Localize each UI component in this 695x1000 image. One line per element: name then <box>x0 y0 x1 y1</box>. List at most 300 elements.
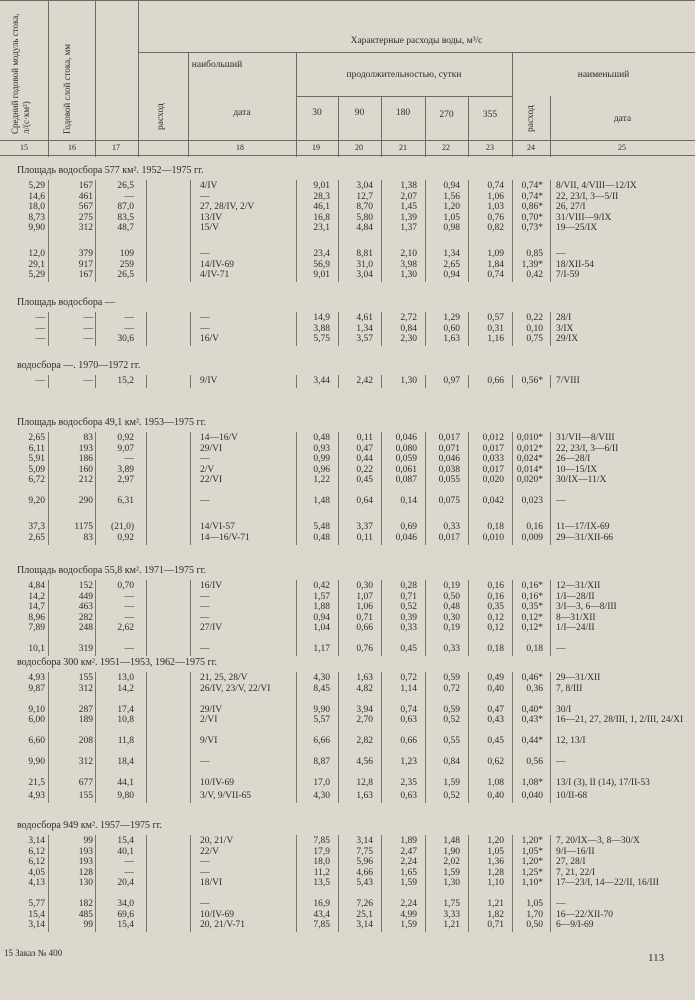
table-cell: 9,80 <box>117 790 134 801</box>
table-row <box>0 847 695 858</box>
table-cell: 26/IV, 23/V, 22/VI <box>200 683 271 694</box>
section-title: Площадь водосбора 49,1 км². 1953—1975 гг. <box>17 417 207 428</box>
table-row <box>0 673 695 684</box>
table-cell: 6,00 <box>28 715 45 725</box>
table-cell: 0,60 <box>443 323 460 334</box>
table-cell: 3,14 <box>28 920 45 930</box>
table-cell: 0,059 <box>395 454 417 464</box>
table-cell: 4,84 <box>28 581 45 591</box>
table-cell: 1,30 <box>443 878 460 888</box>
table-cell: 26,5 <box>117 181 134 191</box>
table-cell: 2,02 <box>443 857 460 867</box>
table-cell: 5,48 <box>313 522 330 533</box>
table-row <box>0 644 695 655</box>
table-cell: 0,52 <box>443 790 460 801</box>
table-cell: 0,52 <box>443 715 460 725</box>
table-cell: 14—16/V-71 <box>200 532 250 543</box>
table-cell: 9,90 <box>28 223 45 233</box>
table-cell: 4,56 <box>356 757 373 767</box>
table-cell: 0,017 <box>482 443 504 454</box>
table-cell: 1/I—24/II <box>556 623 595 633</box>
table-cell: 0,74 <box>400 704 417 715</box>
table-cell: 167 <box>78 270 93 281</box>
table-cell: 463 <box>78 602 93 612</box>
column-number: 22 <box>442 143 450 152</box>
section-title: водосбора 949 км². 1957—1975 гг. <box>17 820 163 831</box>
table-row <box>0 324 695 335</box>
table-cell: 1,07 <box>356 591 373 602</box>
table-cell: 0,97 <box>443 376 460 386</box>
table-cell: 1,29 <box>443 313 460 323</box>
table-cell: 99 <box>83 920 93 930</box>
table-cell: 31/VII—8/VIII <box>556 433 615 443</box>
table-cell: 0,16 <box>487 581 504 591</box>
table-cell: 1,57 <box>313 591 330 602</box>
table-cell: 2,07 <box>400 191 417 202</box>
table-cell: 312 <box>78 683 93 694</box>
table-cell: — <box>200 612 210 623</box>
table-cell: 1,63 <box>356 790 373 801</box>
table-cell: 1,39* <box>521 259 543 270</box>
table-cell: 1,16 <box>487 334 504 344</box>
table-row <box>0 181 695 192</box>
table-cell: 1175 <box>74 522 93 533</box>
table-cell: — <box>83 313 93 323</box>
table-cell: 4,30 <box>313 673 330 683</box>
table-cell: 0,69 <box>400 522 417 533</box>
table-cell: 12—31/XII <box>556 581 601 591</box>
table-cell: 1,05 <box>443 212 460 223</box>
table-cell: 3,04 <box>356 181 373 191</box>
page-number: 113 <box>648 952 665 964</box>
table-cell: 6,11 <box>28 443 45 454</box>
table-cell: 0,47 <box>356 443 373 454</box>
table-cell: 29/IX <box>556 334 579 344</box>
table-cell: 282 <box>78 612 93 623</box>
table-cell: 0,11 <box>356 433 373 443</box>
table-cell: 9/VI <box>200 736 218 746</box>
table-cell: 44,1 <box>117 778 134 788</box>
table-cell: 4,66 <box>356 867 373 878</box>
table-cell: 26—28/I <box>556 454 591 464</box>
table-cell: — <box>200 591 210 602</box>
table-cell: 0,33 <box>400 623 417 633</box>
table-cell: 0,046 <box>395 433 417 443</box>
section-title: водосбора —. 1970—1972 гг. <box>17 360 141 371</box>
table-cell: 9,07 <box>117 443 134 454</box>
table-cell: 0,44 <box>356 454 373 464</box>
table-cell: 0,72 <box>400 673 417 683</box>
table-cell: 21,5 <box>28 778 45 788</box>
table-cell: 17,9 <box>313 846 330 857</box>
table-cell: 160 <box>78 464 93 475</box>
table-cell: 0,42 <box>526 270 543 281</box>
header-col15: Средний годовой модуль стока, л/(с·км²) <box>10 13 31 134</box>
table-cell: 0,10 <box>526 323 543 334</box>
table-cell: 17,0 <box>313 778 330 788</box>
table-cell: — <box>556 757 566 767</box>
table-cell: 29—31/XII <box>556 673 601 683</box>
table-cell: — <box>200 454 210 464</box>
table-cell: 23,1 <box>313 223 330 233</box>
table-cell: 4,30 <box>313 790 330 801</box>
table-cell: 248 <box>78 623 93 633</box>
table-cell: 11,8 <box>117 736 134 746</box>
table-cell: 2,70 <box>356 715 373 725</box>
header-date: дата <box>233 108 251 118</box>
table-cell: 3/IX <box>556 323 574 334</box>
table-cell: 0,40 <box>487 790 504 801</box>
table-cell: 0,59 <box>443 704 460 715</box>
table-cell: 0,12* <box>521 623 543 633</box>
table-cell: 2,47 <box>400 846 417 857</box>
section-title: водосбора 300 км². 1951—1953, 1962—1975 гг. <box>17 657 218 668</box>
table-cell: 0,038 <box>438 464 460 475</box>
table-row <box>0 249 695 260</box>
table-cell: 0,31 <box>487 323 504 334</box>
table-cell: 2,30 <box>400 334 417 344</box>
table-cell: 5,91 <box>28 454 45 464</box>
table-cell: 14,2 <box>117 683 134 694</box>
column-number: 16 <box>68 143 76 152</box>
table-cell: 0,075 <box>438 496 460 506</box>
footer-order: 15 Заказ № 400 <box>4 948 63 958</box>
table-cell: 2,65 <box>28 433 45 443</box>
table-cell: 8,73 <box>28 212 45 223</box>
table-cell: — <box>83 376 93 386</box>
table-cell: 0,12 <box>487 623 504 633</box>
table-cell: 1,38 <box>400 181 417 191</box>
table-cell: 5,09 <box>28 464 45 475</box>
table-cell: 0,72 <box>443 683 460 694</box>
table-cell: 1,14 <box>400 683 417 694</box>
table-cell: 1,90 <box>443 846 460 857</box>
table-cell: 0,11 <box>356 532 373 543</box>
table-cell: 0,046 <box>395 532 417 543</box>
table-cell: 4,84 <box>356 223 373 233</box>
table-cell: — <box>124 454 134 464</box>
table-cell: 0,35 <box>487 602 504 612</box>
table-cell: 9,87 <box>28 683 45 694</box>
table-cell: 2,35 <box>400 778 417 788</box>
table-cell: 128 <box>78 867 93 878</box>
header-flow: расход <box>156 103 166 130</box>
table-cell: 5,77 <box>28 899 45 909</box>
table-cell: 0,63 <box>400 715 417 725</box>
table-cell: 17—23/I, 14—22/II, 16/III <box>556 878 659 888</box>
table-cell: 0,087 <box>395 475 417 485</box>
table-cell: 0,080 <box>395 443 417 454</box>
column-number: 21 <box>399 143 407 152</box>
table-cell: 9,20 <box>28 496 45 506</box>
column-number: 19 <box>312 143 320 152</box>
table-cell: 30,6 <box>117 334 134 344</box>
table-cell: 0,48 <box>313 532 330 543</box>
table-cell: 0,40* <box>521 704 543 715</box>
table-cell: 11—17/IX-69 <box>556 522 610 533</box>
table-cell: 6—9/I-69 <box>556 920 594 930</box>
table-cell: 0,010* <box>516 433 543 443</box>
table-cell: 0,18 <box>487 644 504 654</box>
table-cell: 0,033 <box>482 454 504 464</box>
table-cell: 13/I (3), II (14), 17/II-53 <box>556 778 650 788</box>
table-cell: 3,14 <box>28 836 45 846</box>
table-cell: 3,98 <box>400 259 417 270</box>
table-row <box>0 757 695 768</box>
table-cell: 14,6 <box>28 191 45 202</box>
header-duration: продолжительностью, сутки <box>346 70 462 80</box>
table-cell: 212 <box>78 475 93 485</box>
column-number: 18 <box>236 143 244 152</box>
table-cell: 10,1 <box>28 644 45 654</box>
table-cell: 0,55 <box>443 736 460 746</box>
header-main: Характерные расходы воды, м³/с <box>350 36 483 46</box>
table-cell: 193 <box>78 846 93 857</box>
table-cell: 0,12 <box>487 612 504 623</box>
table-cell: 16/V <box>200 334 219 344</box>
table-cell: 1,39 <box>400 212 417 223</box>
table-row <box>0 602 695 613</box>
table-cell: — <box>200 899 210 909</box>
table-cell: 1,34 <box>356 323 373 334</box>
table-cell: 1,45 <box>400 202 417 212</box>
table-cell: 28,3 <box>313 191 330 202</box>
table-cell: 0,76 <box>356 644 373 654</box>
column-number: 15 <box>20 143 28 152</box>
table-cell: 5,80 <box>356 212 373 223</box>
table-cell: 0,35* <box>521 602 543 612</box>
table-cell: 0,43 <box>487 715 504 725</box>
table-cell: 12,0 <box>28 249 45 260</box>
table-cell: 29—31/XII-66 <box>556 532 613 543</box>
table-cell: — <box>200 867 210 878</box>
table-cell: 2,24 <box>400 857 417 867</box>
table-cell: 23,4 <box>313 249 330 260</box>
table-cell: 567 <box>78 202 93 212</box>
table-cell: 10/II-68 <box>556 790 588 801</box>
table-cell: 7,89 <box>28 623 45 633</box>
table-cell: 0,59 <box>443 673 460 683</box>
table-cell: 22/V <box>200 846 219 857</box>
table-cell: 312 <box>78 757 93 767</box>
table-row <box>0 533 695 544</box>
table-cell: 189 <box>78 715 93 725</box>
table-cell: 186 <box>78 454 93 464</box>
table-cell: 9/IV <box>200 376 218 386</box>
table-cell: 1,06 <box>487 191 504 202</box>
table-cell: 0,94 <box>443 181 460 191</box>
table-cell: 2,97 <box>117 475 134 485</box>
table-row <box>0 592 695 603</box>
table-cell: 485 <box>78 909 93 920</box>
table-row <box>0 581 695 592</box>
column-number: 20 <box>355 143 363 152</box>
table-row <box>0 868 695 879</box>
section-title: Площадь водосбора 55,8 км². 1971—1975 гг. <box>17 565 207 576</box>
table-cell: 4/IV-71 <box>200 270 230 281</box>
table-cell: 43,4 <box>313 909 330 920</box>
table-cell: 0,92 <box>117 532 134 543</box>
table-cell: 0,48 <box>313 433 330 443</box>
table-cell: 0,70 <box>117 581 134 591</box>
table-cell: 7/I-59 <box>556 270 580 281</box>
table-cell: — <box>200 313 210 323</box>
table-cell: 6,12 <box>28 846 45 857</box>
table-cell: 2,72 <box>400 313 417 323</box>
table-row <box>0 270 695 281</box>
table-row <box>0 454 695 465</box>
table-cell: 3,37 <box>356 522 373 533</box>
table-cell: 3,44 <box>313 376 330 386</box>
table-cell: 130 <box>78 878 93 888</box>
table-cell: 0,47 <box>487 704 504 715</box>
table-cell: 0,16* <box>521 581 543 591</box>
table-cell: 1,89 <box>400 836 417 846</box>
table-cell: 0,71 <box>356 612 373 623</box>
table-cell: 287 <box>78 704 93 715</box>
table-cell: 21, 25, 28/V <box>200 673 248 683</box>
table-row <box>0 465 695 476</box>
table-cell: 99 <box>83 836 93 846</box>
table-cell: — <box>124 612 134 623</box>
table-cell: 4,61 <box>356 313 373 323</box>
section-title: Площадь водосбора — <box>17 297 115 308</box>
table-cell: 0,30 <box>443 612 460 623</box>
table-cell: 13,5 <box>313 878 330 888</box>
header-date2: дата <box>613 114 632 124</box>
table-cell: 449 <box>78 591 93 602</box>
table-cell: 0,12* <box>521 612 543 623</box>
table-row <box>0 313 695 324</box>
table-cell: 3,88 <box>313 323 330 334</box>
table-cell: 0,14 <box>400 496 417 506</box>
table-cell: 1,17 <box>313 644 330 654</box>
table-cell: 4,99 <box>400 909 417 920</box>
table-cell: 2,10 <box>400 249 417 260</box>
table-row <box>0 899 695 910</box>
header-day-270: 270 <box>439 110 454 120</box>
table-cell: 1,10 <box>487 878 504 888</box>
table-cell: 0,023 <box>521 496 543 506</box>
table-cell: 25,1 <box>356 909 373 920</box>
table-cell: 0,055 <box>438 475 460 485</box>
table-cell: 1,36 <box>487 857 504 867</box>
table-cell: — <box>124 591 134 602</box>
table-cell: 1,10* <box>521 878 543 888</box>
table-cell: — <box>200 644 210 654</box>
table-cell: 16,9 <box>313 899 330 909</box>
table-cell: 1,30 <box>400 270 417 281</box>
header-day-180: 180 <box>395 108 411 118</box>
table-cell: 0,94 <box>313 612 330 623</box>
table-cell: 7, 21, 22/I <box>556 867 596 878</box>
table-row <box>0 334 695 345</box>
table-cell: 83,5 <box>117 212 134 223</box>
table-cell: 0,45 <box>400 644 417 654</box>
column-number: 24 <box>527 143 535 152</box>
table-cell: 0,30 <box>356 581 373 591</box>
table-cell: 1,56 <box>443 191 460 202</box>
column-number: 25 <box>618 143 626 152</box>
table-cell: 3/I—3, 6—8/III <box>556 602 617 612</box>
table-cell: 2,82 <box>356 736 373 746</box>
table-cell: 1,48 <box>443 836 460 846</box>
table-cell: 1,59 <box>400 920 417 930</box>
table-cell: 14/VI-57 <box>200 522 235 533</box>
table-cell: 17,4 <box>117 704 134 715</box>
table-cell: 0,63 <box>400 790 417 801</box>
table-cell: 29,1 <box>28 259 45 270</box>
table-cell: 0,36 <box>526 683 543 694</box>
table-row <box>0 791 695 802</box>
table-cell: 3,57 <box>356 334 373 344</box>
table-cell: 7, 20/IX—3, 8—30/X <box>556 836 640 846</box>
table-cell: 5,29 <box>28 181 45 191</box>
table-cell: 16,8 <box>313 212 330 223</box>
table-cell: 15,2 <box>117 376 134 386</box>
table-cell: 1,08* <box>521 778 543 788</box>
table-cell: 0,40 <box>487 683 504 694</box>
table-row <box>0 213 695 224</box>
table-cell: 30/I <box>556 704 572 715</box>
table-row <box>0 836 695 847</box>
table-cell: 319 <box>78 644 93 654</box>
table-cell: 0,93 <box>313 443 330 454</box>
table-cell: 0,96 <box>313 464 330 475</box>
table-cell: — <box>556 899 566 909</box>
table-cell: 14,7 <box>28 602 45 612</box>
table-cell: 0,33 <box>443 644 460 654</box>
table-cell: 8,87 <box>313 757 330 767</box>
table-cell: 22, 23/I, 3—6/II <box>556 443 619 454</box>
table-cell: 155 <box>78 673 93 683</box>
table-cell: 10/IV-69 <box>200 909 234 920</box>
table-cell: — <box>35 313 45 323</box>
table-cell: 0,39 <box>400 612 417 623</box>
table-cell: 0,012 <box>482 433 504 443</box>
table-cell: 4,93 <box>28 790 45 801</box>
table-cell: 0,020* <box>516 475 543 485</box>
table-cell: 0,98 <box>443 223 460 233</box>
table-cell: 0,86* <box>521 202 543 212</box>
table-cell: — <box>556 249 566 260</box>
table-cell: 1,70 <box>526 909 543 920</box>
table-cell: 31,0 <box>356 259 373 270</box>
table-cell: 0,84 <box>443 757 460 767</box>
table-cell: 1,22 <box>313 475 330 485</box>
table-row <box>0 684 695 695</box>
table-cell: 1,05* <box>521 846 543 857</box>
header-day-30: 30 <box>312 108 322 118</box>
table-cell: 312 <box>78 223 93 233</box>
table-cell: 31/VIII—9/IX <box>556 212 612 223</box>
table-cell: 10/IV-69 <box>200 778 234 788</box>
table-cell: 0,49 <box>487 673 504 683</box>
table-cell: 1,59 <box>443 867 460 878</box>
table-cell: 3,33 <box>443 909 460 920</box>
table-cell: 1,34 <box>443 249 460 260</box>
table-cell: — <box>124 323 134 334</box>
table-cell: 18,0 <box>313 857 330 867</box>
table-row <box>0 715 695 726</box>
table-cell: 167 <box>78 181 93 191</box>
table-cell: 0,62 <box>487 757 504 767</box>
table-cell: 4,93 <box>28 673 45 683</box>
table-cell: 0,44* <box>521 736 543 746</box>
table-cell: 4,82 <box>356 683 373 694</box>
table-cell: 1,21 <box>443 920 460 930</box>
header-largest: наибольший <box>191 60 243 70</box>
